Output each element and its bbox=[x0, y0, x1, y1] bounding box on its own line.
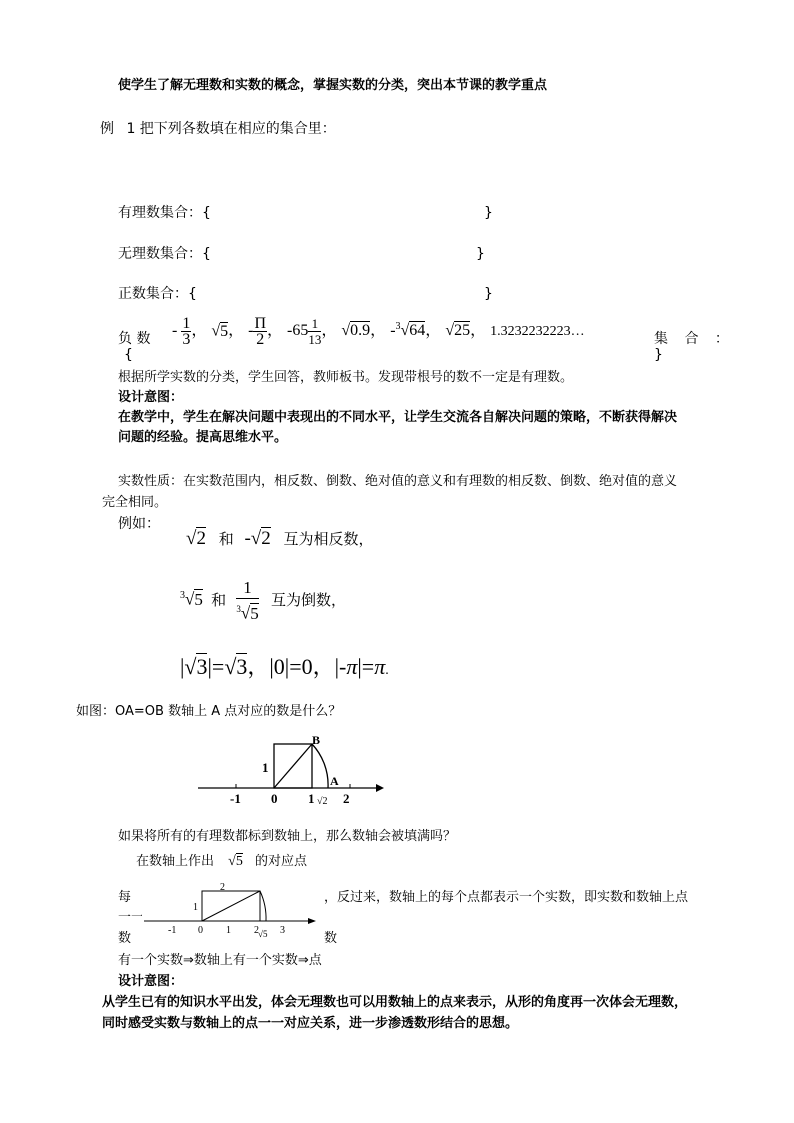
design-intent-body-1b: 问题的经验。提高思维水平。 bbox=[118, 430, 288, 445]
irrational-set-label: 无理数集合：{ bbox=[118, 246, 211, 262]
fig2-tick-2: 2 bbox=[254, 925, 259, 936]
fig2-label-sqrt5: √5 bbox=[258, 929, 268, 939]
obscured-left-3: 数 bbox=[118, 931, 132, 946]
label-one: 1 bbox=[262, 760, 269, 775]
design-intent-title-2: 设计意图： bbox=[118, 974, 184, 989]
neg-sign: - bbox=[172, 322, 178, 340]
example-title: 1 把下列各数填在相应的集合里： bbox=[126, 121, 336, 137]
tick-1: 1 bbox=[308, 791, 315, 806]
figure1-caption: 如图：OA=OB 数轴上 A 点对应的数是什么？ bbox=[76, 704, 342, 719]
construct-line: 在数轴上作出 √5 的对应点 bbox=[136, 854, 307, 869]
reciprocal-example: $^3$√5 和 $\frac{1}{^3√5}$ 互为倒数， bbox=[180, 578, 346, 623]
property-line-2: 完全相同。 bbox=[102, 495, 168, 510]
fig2-tick-0: 0 bbox=[198, 925, 203, 936]
positive-set-close: } bbox=[484, 286, 493, 302]
fraction-pi-half: $\frac{\Pi}{2}$ bbox=[254, 315, 267, 348]
label-b: B bbox=[312, 733, 321, 747]
question-text: 如果将所有的有理数都标到数轴上，那么数轴会被填满吗？ bbox=[118, 829, 457, 844]
fig2-tick-minus-1: -1 bbox=[168, 925, 177, 936]
answer-note: 根据所学实数的分类，学生回答，教师板书。发现带根号的数不一定是有理数。 bbox=[118, 370, 574, 385]
correspondence-line: 有一个实数⇒数轴上有一个实数⇒点 bbox=[118, 953, 322, 968]
tick-0: 0 bbox=[271, 791, 278, 806]
repeating-decimal: 1.3232232223… bbox=[490, 324, 585, 340]
design-intent-body-2a: 从学生已有的知识水平出发，体会无理数也可以用数轴上的点来表示，从形的角度再一次体会无理数， bbox=[102, 995, 688, 1010]
fraction-one-third: $\frac{1}{3}$ bbox=[182, 315, 191, 348]
negative-set-prefix: 负 数 bbox=[118, 331, 151, 347]
obscured-left-2: 一一 bbox=[118, 910, 145, 925]
tick-2: 2 bbox=[343, 791, 350, 806]
negative-set-close: } bbox=[654, 347, 663, 363]
sqrt25-radicand: 25 bbox=[454, 322, 471, 340]
design-intent-body-2b: 同时感受实数与数轴上的点一一对应关系，进一步渗透数形结合的思想。 bbox=[102, 1016, 519, 1031]
example-prefix: 例 bbox=[100, 121, 114, 137]
tick-minus-1: -1 bbox=[230, 791, 241, 806]
obscured-right-1: ，反过来，数轴上的每个点都表示一个实数，即实数和数轴上点 bbox=[324, 890, 689, 905]
example-label: 例如： bbox=[118, 516, 160, 532]
mixed-number-int: -65 bbox=[287, 322, 309, 340]
rational-set-label: 有理数集合：{ bbox=[118, 205, 211, 221]
fig2-tick-1: 1 bbox=[226, 925, 231, 936]
absolute-value-example: |√3|=√3，|0|=0，|-π|=π. bbox=[180, 654, 389, 679]
positive-set-label: 正数集合：{ bbox=[118, 286, 197, 302]
obscured-right-3: 数 bbox=[324, 931, 338, 946]
number-line-figure-2 bbox=[142, 880, 320, 942]
sqrt5-radicand: 5 bbox=[220, 322, 229, 340]
fig2-label-one: 1 bbox=[193, 902, 198, 913]
label-a: A bbox=[330, 774, 339, 788]
obscured-left-1: 每 bbox=[118, 890, 132, 905]
opposite-example: √2 和 -√2 互为相反数， bbox=[186, 528, 374, 549]
example-heading bbox=[100, 120, 336, 138]
design-intent-body-1a: 在教学中，学生在解决问题中表现出的不同水平，让学生交流各自解决问题的策略，不断获得解决 bbox=[118, 410, 678, 425]
negative-set-suffix: 集 合 ： bbox=[654, 331, 735, 347]
irrational-set-close: } bbox=[476, 246, 485, 262]
label-sqrt2: √2 bbox=[317, 796, 328, 807]
objective-text: 使学生了解无理数和实数的概念，掌握实数的分类，突出本节课的教学重点 bbox=[118, 78, 548, 93]
property-line-1: 实数性质：在实数范围内，相反数、倒数、绝对值的意义和有理数的相反数、倒数、绝对值的意义 bbox=[118, 474, 678, 489]
cbrt64-radicand: 64 bbox=[409, 322, 426, 340]
fig2-label-two: 2 bbox=[220, 882, 225, 893]
rational-set-close: } bbox=[484, 205, 493, 221]
negative-set-open: { bbox=[124, 347, 133, 363]
fig2-tick-3: 3 bbox=[280, 925, 285, 936]
design-intent-title-1: 设计意图： bbox=[118, 390, 184, 405]
number-list: - $\frac{1}{3}$ ， √5， - $\frac{\Pi}{2}$ ， -65 $\frac{1}{13}$ ， √0.9， -$^3$√64， √25， 1.3232232223… bbox=[172, 315, 585, 348]
fraction-one-thirteenth: $\frac{1}{13}$ bbox=[308, 316, 322, 347]
cbrt-index: 3 bbox=[395, 320, 401, 332]
sqrt09-radicand: 0.9 bbox=[350, 322, 371, 340]
number-line-figure-1 bbox=[190, 732, 390, 808]
